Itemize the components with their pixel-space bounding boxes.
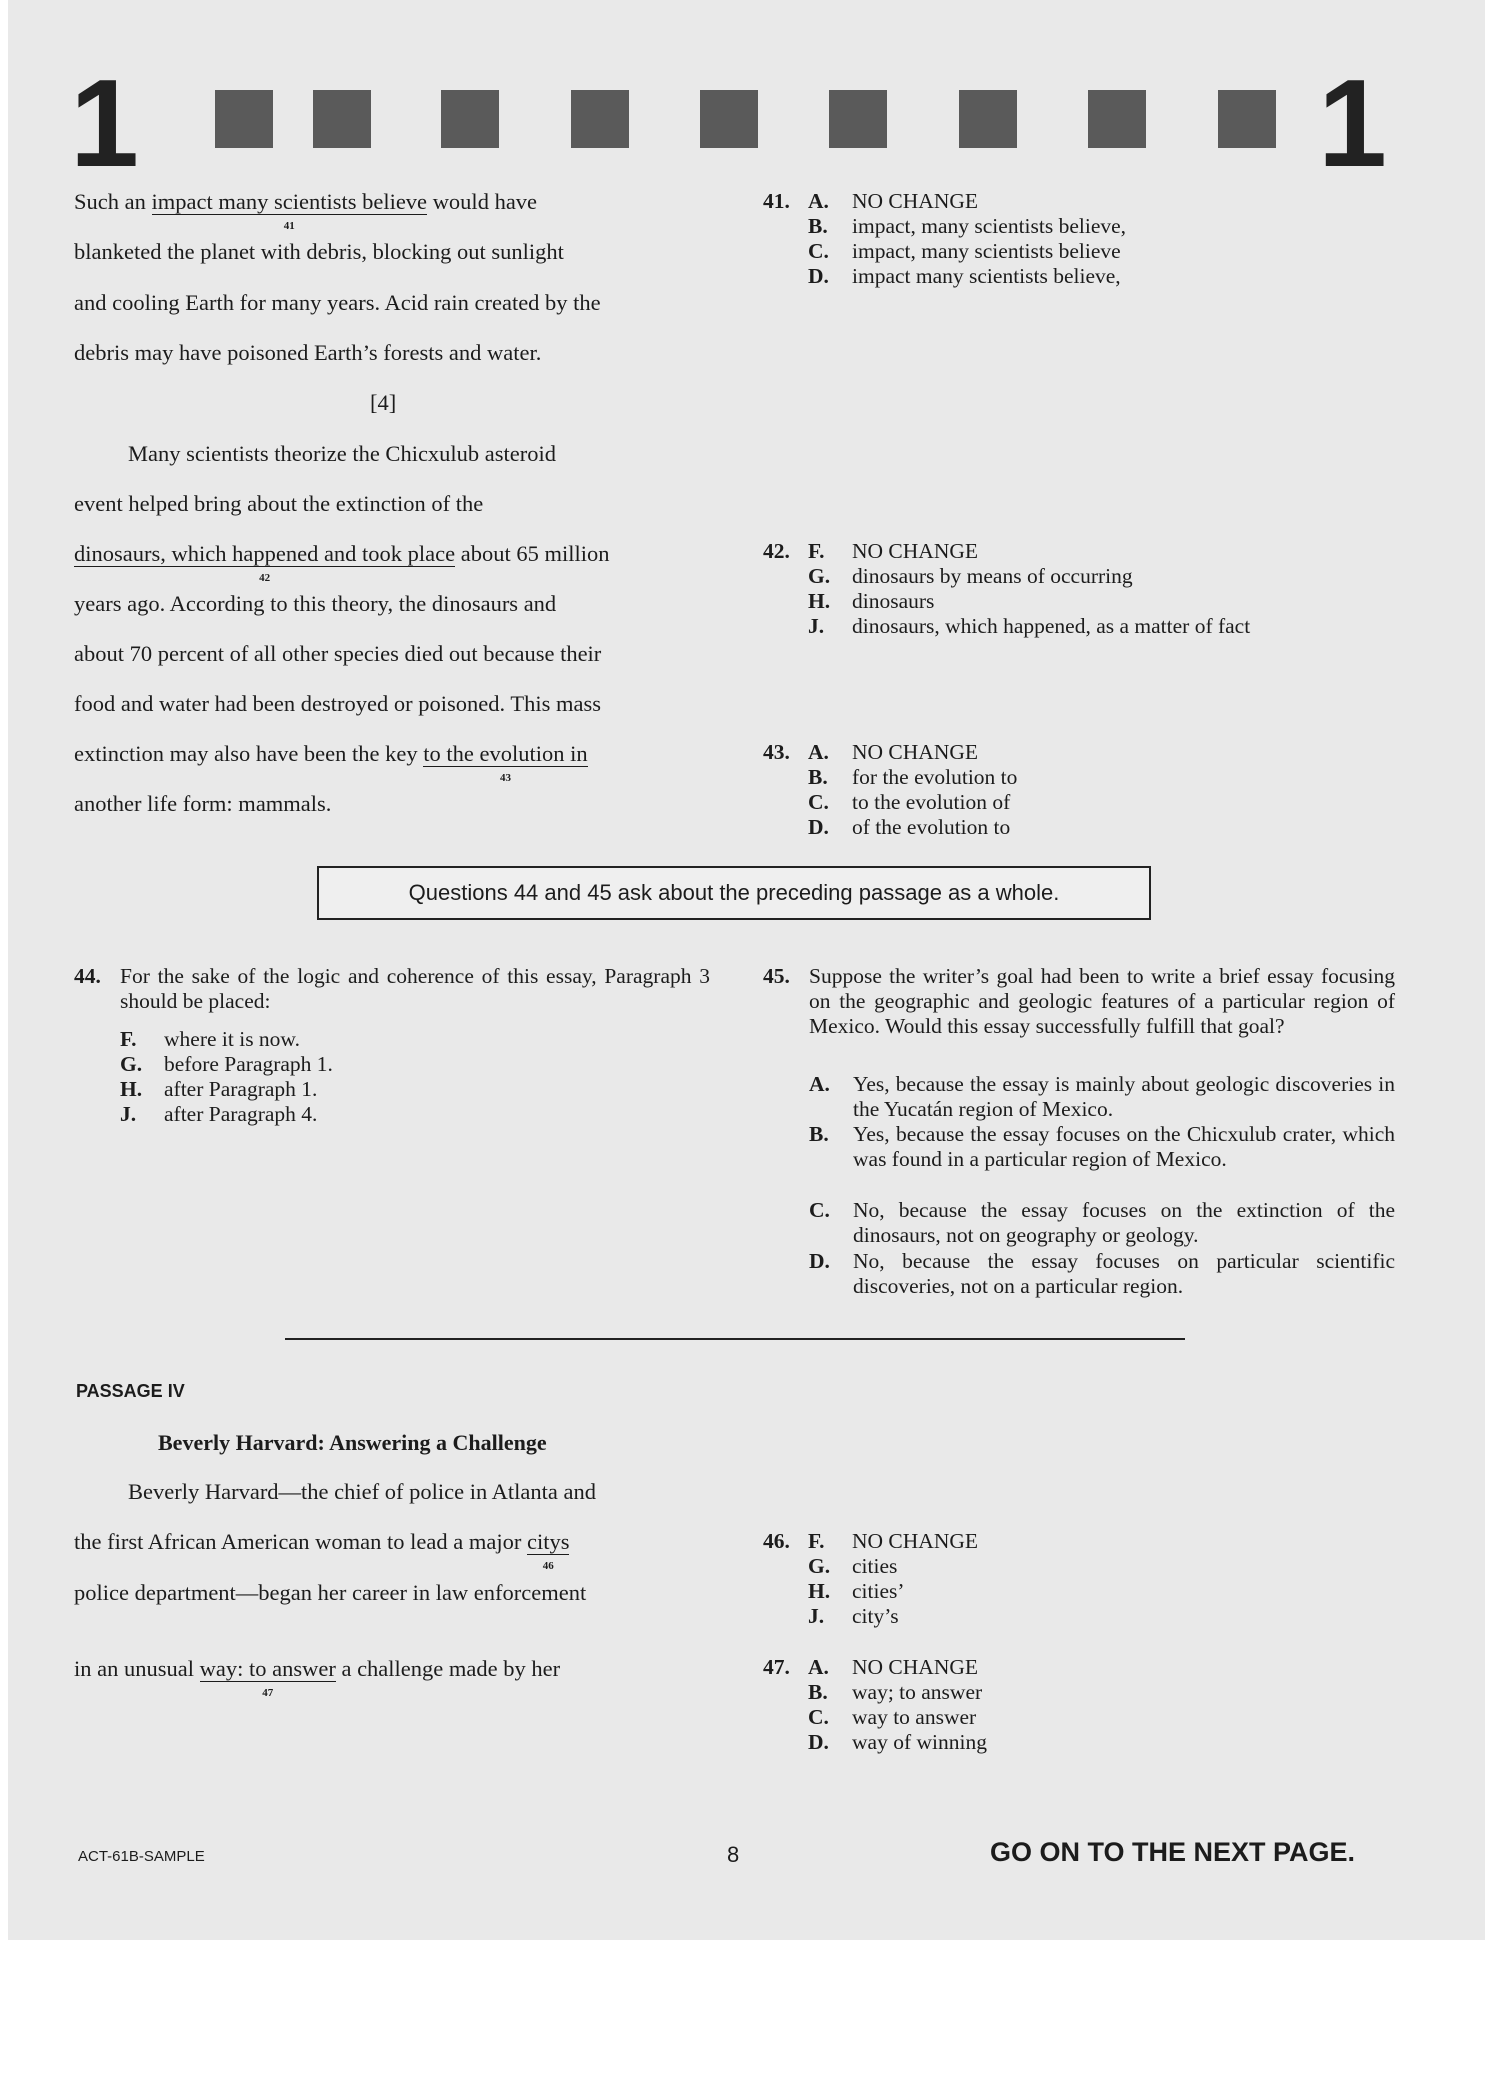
passage-line: blanketed the planet with debris, blocking out sunlight (74, 239, 564, 264)
passage-line: Such an impact many scientists believe 41 would have (74, 189, 537, 215)
answer-option-d[interactable]: D. No, because the essay focuses on particular scientific discoveries, not on a particular region. (809, 1249, 1395, 1298)
header-square (829, 90, 887, 148)
passage-line: event helped bring about the extinction of the (74, 491, 484, 516)
passage4-line: Beverly Harvard—the chief of police in Atlanta and (128, 1479, 596, 1504)
answer-option-c[interactable]: C. way to answer (808, 1705, 977, 1729)
question-ref-43: 43 (499, 772, 511, 784)
header-square (313, 90, 371, 148)
passage-line: and cooling Earth for many years. Acid rain created by the (74, 290, 601, 315)
header-square (441, 90, 499, 148)
answer-option-g[interactable]: G. dinosaurs by means of occurring (808, 564, 1133, 588)
q45-number: 45. (763, 964, 790, 988)
answer-option-f[interactable]: F. where it is now. (120, 1027, 300, 1051)
passage-line: food and water had been destroyed or poisoned. This mass (74, 691, 601, 716)
go-on-next-page: GO ON TO THE NEXT PAGE. (990, 1837, 1356, 1867)
answer-option-h[interactable]: H. cities’ (808, 1579, 905, 1603)
passage4-line: the first African American woman to lead a major citys 46 (74, 1529, 569, 1555)
question-number: 41. (763, 189, 790, 213)
answer-option-g[interactable]: G. before Paragraph 1. (120, 1052, 333, 1076)
underlined-portion-47: way: to answer 47 (200, 1656, 336, 1682)
answer-option-c[interactable]: C. to the evolution of (808, 790, 1011, 814)
underlined-portion-42: dinosaurs, which happened and took place 42 (74, 541, 455, 567)
answer-option-f[interactable]: F. NO CHANGE (808, 1529, 979, 1553)
question-ref-41: 41 (283, 220, 295, 232)
passage4-line: in an unusual way: to answer 47 a challenge made by her (74, 1656, 560, 1682)
answer-option-d[interactable]: D. impact many scientists believe, (808, 264, 1121, 288)
passage-line: about 70 percent of all other species died out because their (74, 641, 602, 666)
q44-number: 44. (74, 964, 101, 988)
passage-label: PASSAGE IV (76, 1381, 185, 1401)
section-number-right: 1 (1318, 55, 1387, 193)
header-square (959, 90, 1017, 148)
passage-line: extinction may also have been the key to the evolution in 43 (74, 741, 588, 767)
answer-option-a[interactable]: A. NO CHANGE (808, 1655, 979, 1679)
answer-option-c[interactable]: C. impact, many scientists believe (808, 239, 1121, 263)
question-ref-47: 47 (262, 1687, 274, 1699)
answer-option-a[interactable]: A. NO CHANGE (808, 189, 979, 213)
answer-option-j[interactable]: J. city’s (808, 1604, 899, 1628)
answer-option-f[interactable]: F. NO CHANGE (808, 539, 979, 563)
passage-line: Many scientists theorize the Chicxulub asteroid (128, 441, 557, 466)
answer-option-a[interactable]: A. Yes, because the essay is mainly about geologic discoveries in the Yucatán region of Mexico. (809, 1072, 1395, 1121)
passage-line: debris may have poisoned Earth’s forests and water. (74, 340, 542, 365)
header-square (571, 90, 629, 148)
answer-option-a[interactable]: A. NO CHANGE (808, 740, 979, 764)
answer-option-j[interactable]: J. after Paragraph 4. (120, 1102, 318, 1126)
question-number: 46. (763, 1529, 790, 1553)
section-divider (285, 1338, 1185, 1340)
passage-line: years ago. According to this theory, the dinosaurs and (74, 591, 557, 616)
question-ref-42: 42 (259, 572, 271, 584)
question-number: 42. (763, 539, 790, 563)
footer-code: ACT-61B-SAMPLE (78, 1848, 205, 1865)
underlined-portion-41: impact many scientists believe 41 (152, 189, 428, 215)
answer-option-b[interactable]: B. for the evolution to (808, 765, 1018, 789)
q45-stem: Suppose the writer’s goal had been to write a brief essay focusing on the geographic and geologic features of a particular region of Mexico. Would this essay successfully fulfill that goal? (809, 964, 1395, 1038)
underlined-portion-46: citys 46 (527, 1529, 570, 1555)
passage4-line: police department—began her career in law enforcement (74, 1580, 587, 1605)
answer-option-d[interactable]: D. of the evolution to (808, 815, 1011, 839)
header-square (1088, 90, 1146, 148)
passage-title: Beverly Harvard: Answering a Challenge (158, 1430, 547, 1455)
q44-stem: For the sake of the logic and coherence of this essay, Paragraph 3 should be placed: (120, 964, 710, 1013)
header-square (700, 90, 758, 148)
header-square (215, 90, 273, 148)
answer-option-b[interactable]: B. impact, many scientists believe, (808, 214, 1127, 238)
section-number-left: 1 (70, 55, 139, 193)
answer-option-d[interactable]: D. way of winning (808, 1730, 987, 1754)
header-square (1218, 90, 1276, 148)
question-number: 43. (763, 740, 790, 764)
passage-line: [4] (370, 390, 397, 415)
answer-option-c[interactable]: C. No, because the essay focuses on the extinction of the dinosaurs, not on geography or geology. (809, 1198, 1395, 1247)
passage-line: another life form: mammals. (74, 791, 332, 816)
answer-option-j[interactable]: J. dinosaurs, which happened, as a matter of fact (808, 614, 1251, 638)
underlined-portion-43: to the evolution in 43 (423, 741, 587, 767)
answer-option-b[interactable]: B. way; to answer (808, 1680, 983, 1704)
answer-option-h[interactable]: H. after Paragraph 1. (120, 1077, 318, 1101)
page-number: 8 (727, 1842, 740, 1867)
instructions-box: Questions 44 and 45 ask about the preceding passage as a whole. (317, 866, 1151, 920)
answer-option-b[interactable]: B. Yes, because the essay focuses on the Chicxulub crater, which was found in a particular region of Mexico. (809, 1122, 1395, 1171)
question-number: 47. (763, 1655, 790, 1679)
passage-line: dinosaurs, which happened and took place 42 about 65 million (74, 541, 610, 567)
question-ref-46: 46 (542, 1560, 554, 1572)
answer-option-g[interactable]: G. cities (808, 1554, 898, 1578)
answer-option-h[interactable]: H. dinosaurs (808, 589, 935, 613)
